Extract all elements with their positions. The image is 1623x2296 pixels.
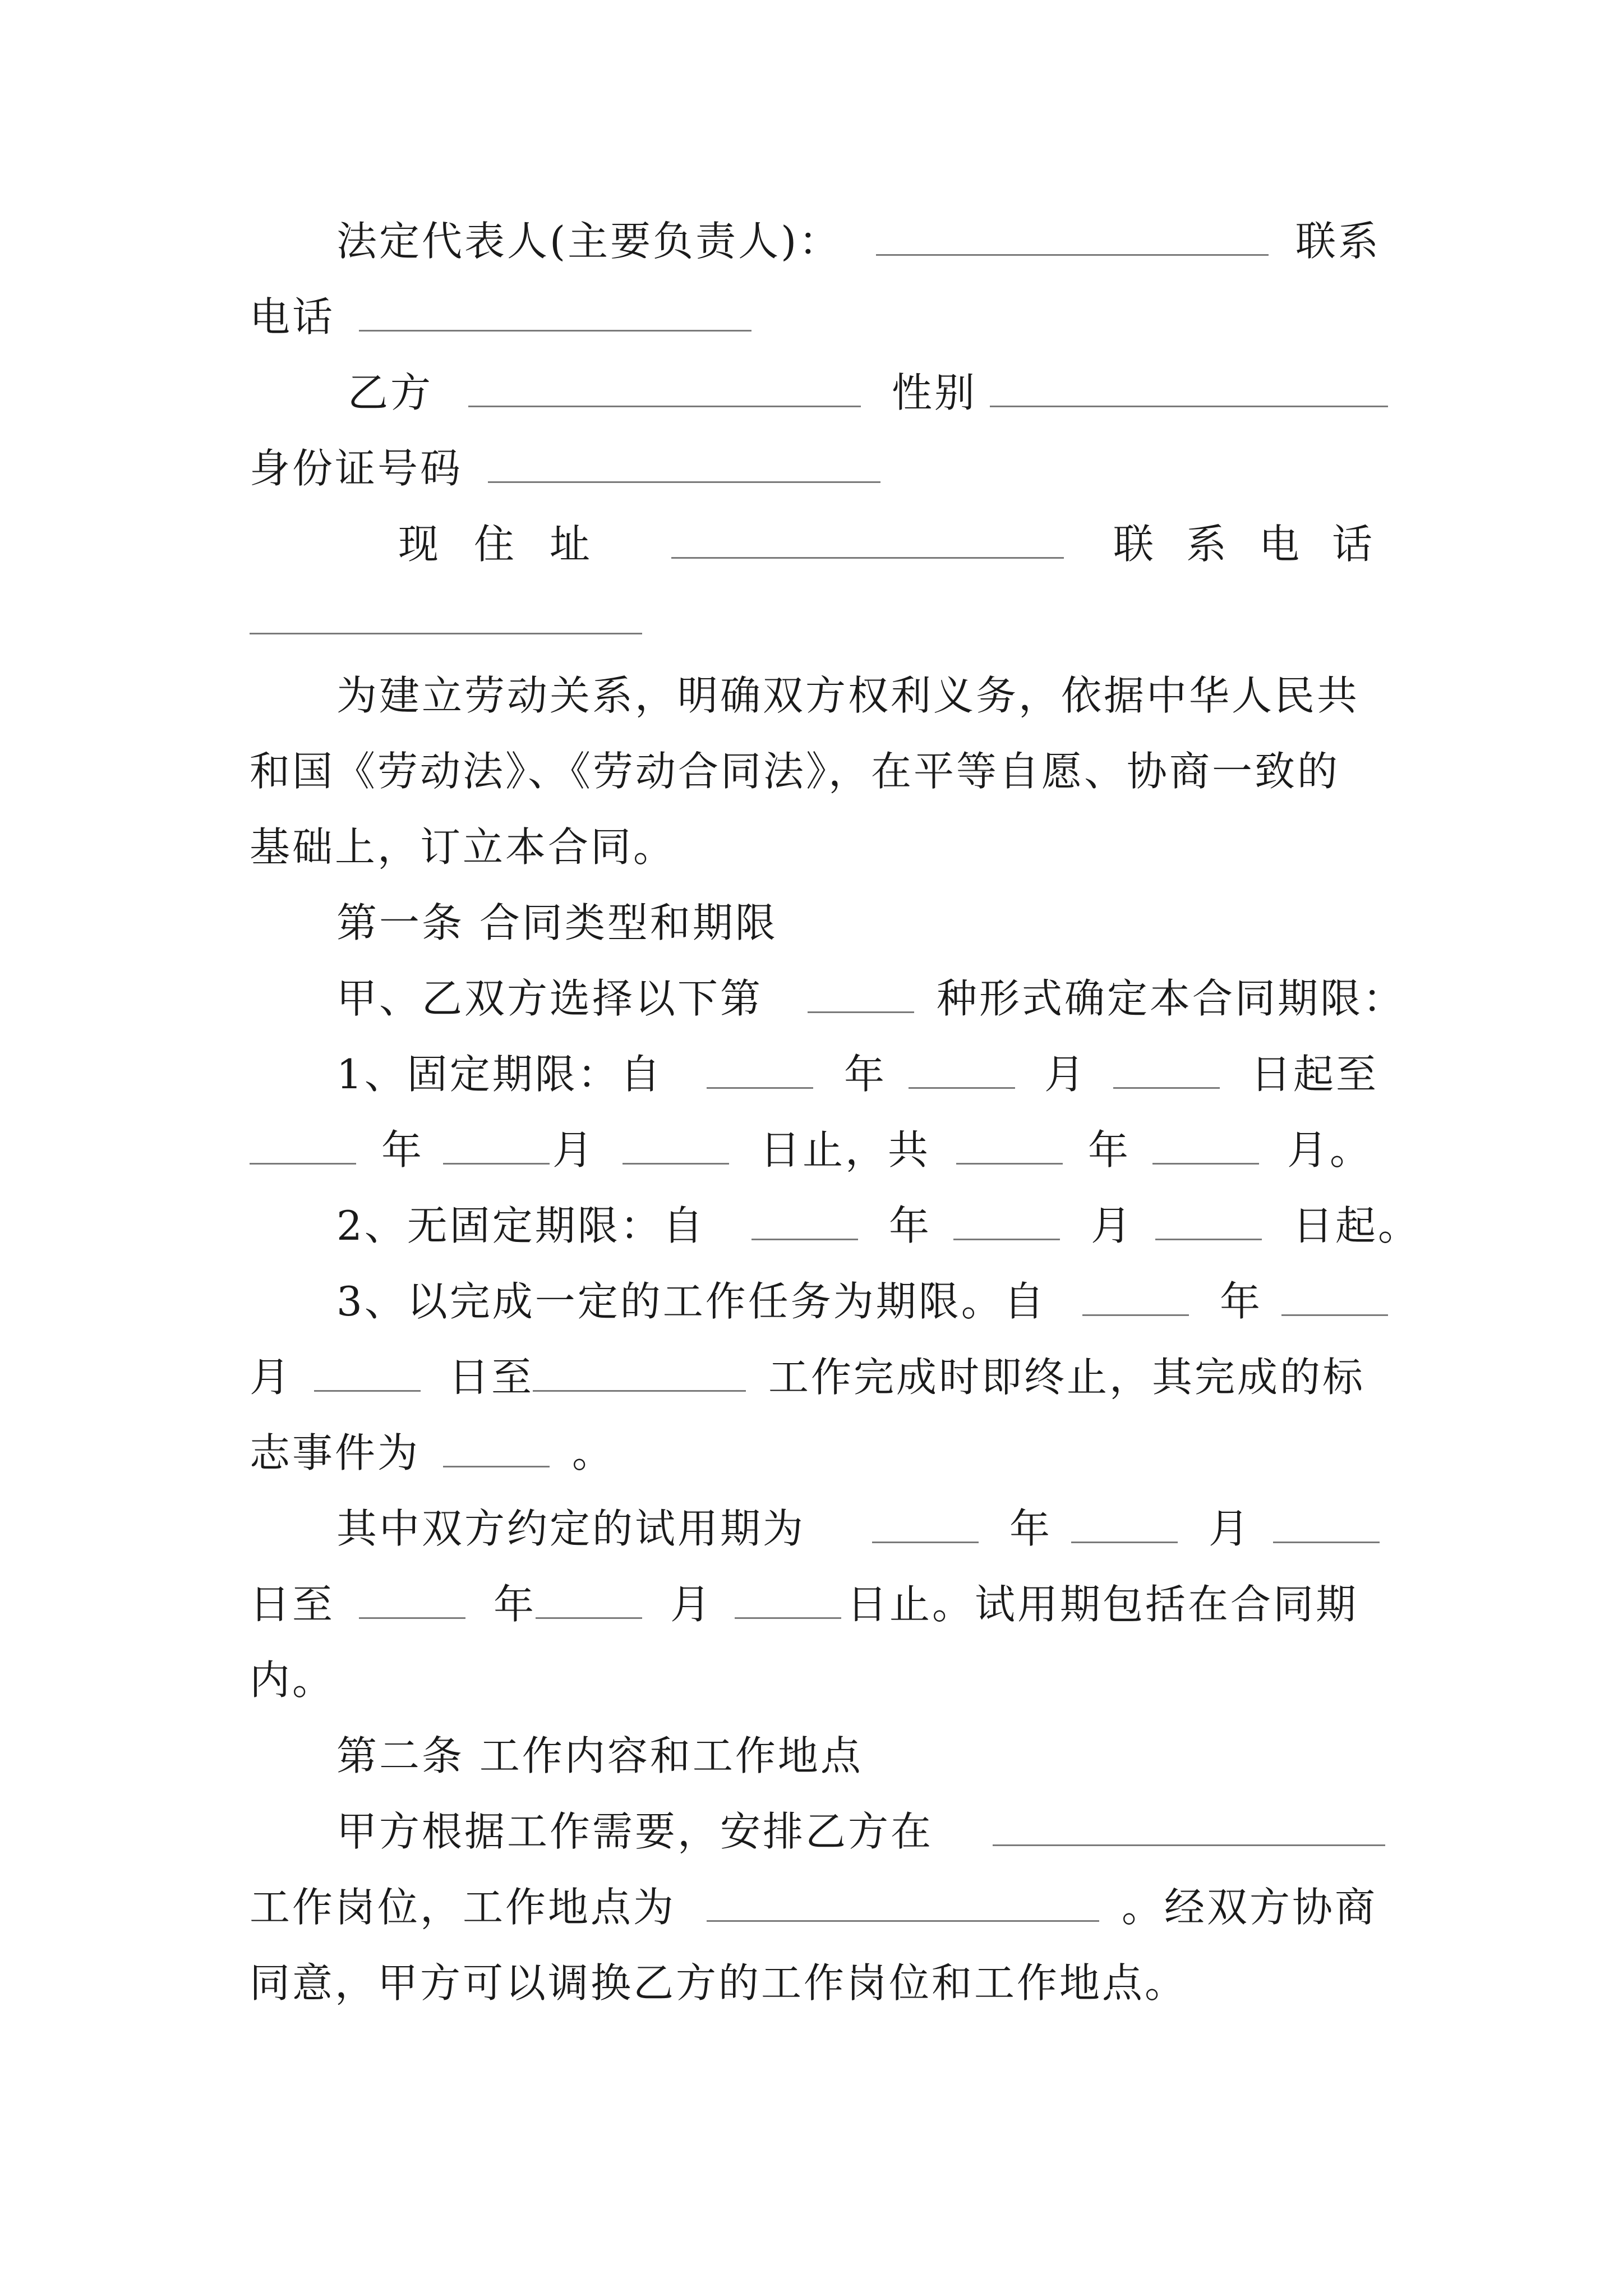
probation-line [336,1498,1388,1559]
contact-phone-char-2: 系 [1186,521,1229,568]
party-b-name-blank[interactable] [468,406,861,407]
legal-representative-blank[interactable] [876,254,1269,256]
probation-start-month-blank[interactable] [1071,1542,1178,1543]
open-term-month-label: 月 [1091,1202,1134,1249]
work-location-line [250,1876,1388,1938]
fixed-term-start-day-blank[interactable] [1113,1087,1220,1089]
fixed-term-year-label: 年 [844,1051,887,1098]
fixed-term-end-day-blank[interactable] [623,1163,729,1165]
milestone-line [250,1422,1388,1484]
article-1-heading: 第一条 合同类型和期限 [336,899,778,946]
fixed-term-end-day-label: 日止，共 [760,1126,931,1174]
probation-end-month-label: 月 [670,1581,713,1628]
probation-start-year-blank[interactable] [872,1542,979,1543]
open-term-day-blank[interactable] [1155,1239,1262,1240]
job-position-blank[interactable] [993,1844,1385,1846]
party-b-label: 乙方 [348,369,434,416]
task-term-line-2 [250,1346,1388,1408]
fixed-term-end-month-label: 月 [552,1126,596,1174]
contact-phone-blank[interactable] [250,633,642,634]
job-assignment-line [336,1801,1388,1862]
contact-label: 联系 [1295,218,1381,265]
probation-start-month-label: 月 [1209,1505,1252,1552]
fixed-term-start-month-blank[interactable] [909,1087,1015,1089]
open-term-suffix: 日起。 [1293,1202,1421,1249]
task-term-month-blank[interactable] [1281,1314,1388,1316]
phone-label: 电话 [250,293,335,341]
work-location-blank[interactable] [707,1920,1099,1922]
contact-phone-char-3: 电 [1259,521,1302,568]
fixed-term-end-year-blank[interactable] [250,1163,356,1165]
address-line [250,513,1388,575]
preamble-line-2: 和国《劳动法》、《劳动合同法》，在平等自愿、协商一致的 [250,748,1340,795]
fixed-term-month-label: 月 [1044,1051,1087,1098]
milestone-label: 志事件为 [250,1429,421,1476]
job-transfer-line: 同意，甲方可以调换乙方的工作岗位和工作地点。 [250,1959,1188,2007]
milestone-period: 。 [572,1429,615,1476]
id-number-label: 身份证号码 [250,445,463,492]
task-term-year-blank[interactable] [1082,1314,1189,1316]
article-2-heading: 第二条 工作内容和工作地点 [336,1732,863,1779]
address-char-3: 址 [550,521,593,568]
fixed-term-total-month-label: 月。 [1287,1126,1373,1174]
open-term-year-label: 年 [889,1202,932,1249]
probation-end-line [250,1573,1388,1635]
task-term-line [336,1271,1388,1332]
task-term-year-label: 年 [1220,1278,1263,1325]
fixed-term-line [336,1043,1388,1105]
open-term-month-blank[interactable] [953,1239,1060,1240]
address-char-2: 住 [474,521,517,568]
contact-phone-blank-line [250,589,1388,651]
probation-end-line-2: 内。 [250,1657,335,1704]
legal-representative-label: 法定代表人(主要负责人)： [336,218,842,265]
probation-end-suffix: 日止。试用期包括在合同期 [847,1581,1359,1628]
phone-blank[interactable] [359,330,751,332]
probation-day-label: 日至 [250,1581,335,1628]
fixed-term-end-line [250,1119,1388,1181]
probation-end-month-blank[interactable] [536,1617,642,1619]
contract-form-line [336,968,1406,1029]
preamble-line-1: 为建立劳动关系，明确双方权利义务，依据中华人民共 [336,672,1360,719]
open-term-prefix: 2、无固定期限：自 [336,1202,706,1249]
probation-start-day-blank[interactable] [1273,1542,1380,1543]
fixed-term-prefix: 1、固定期限：自 [336,1051,663,1098]
legal-representative-line [336,210,1388,272]
id-number-line [250,438,1388,499]
phone-line [250,286,1388,348]
probation-start-year-label: 年 [1009,1505,1053,1552]
probation-end-year-label: 年 [494,1581,537,1628]
gender-label: 性别 [892,369,978,416]
address-blank[interactable] [671,557,1064,559]
task-term-completion-blank[interactable] [533,1390,746,1392]
fixed-term-end-month-blank[interactable] [443,1163,550,1165]
probation-end-day-blank[interactable] [735,1617,841,1619]
id-number-blank[interactable] [488,481,880,483]
contract-form-prefix: 甲、乙双方选择以下第 [336,975,763,1022]
fixed-term-start-year-blank[interactable] [707,1087,813,1089]
address-char-1: 现 [398,521,441,568]
job-assignment-prefix: 甲方根据工作需要，安排乙方在 [336,1808,934,1855]
contract-form-suffix: 种形式确定本合同期限： [937,975,1406,1022]
open-term-line [336,1195,1421,1257]
probation-prefix: 其中双方约定的试用期为 [336,1505,806,1552]
task-term-completion-suffix: 工作完成时即终止，其完成的标 [768,1354,1366,1401]
gender-blank[interactable] [990,406,1388,407]
open-term-year-blank[interactable] [751,1239,858,1240]
task-term-month-label: 月 [250,1354,293,1401]
preamble-line-3: 基础上，订立本合同。 [250,823,676,871]
task-term-day-label: 日至 [449,1354,534,1401]
fixed-term-end-year-label: 年 [381,1126,425,1174]
fixed-term-start-suffix: 日起至 [1251,1051,1379,1098]
party-b-line [336,362,1388,424]
work-location-suffix: 。经双方协商 [1122,1884,1378,1931]
contact-phone-char-1: 联 [1113,521,1156,568]
fixed-term-total-months-blank[interactable] [1152,1163,1259,1165]
probation-end-year-blank[interactable] [359,1617,465,1619]
fixed-term-total-years-blank[interactable] [956,1163,1063,1165]
contact-phone-char-4: 话 [1332,521,1375,568]
task-term-prefix: 3、以完成一定的工作任务为期限。自 [336,1278,1046,1325]
contract-form-blank[interactable] [808,1011,914,1013]
milestone-blank[interactable] [443,1466,550,1467]
work-location-prefix: 工作岗位，工作地点为 [250,1884,676,1931]
task-term-day-blank[interactable] [314,1390,421,1392]
fixed-term-total-year-label: 年 [1088,1126,1131,1174]
